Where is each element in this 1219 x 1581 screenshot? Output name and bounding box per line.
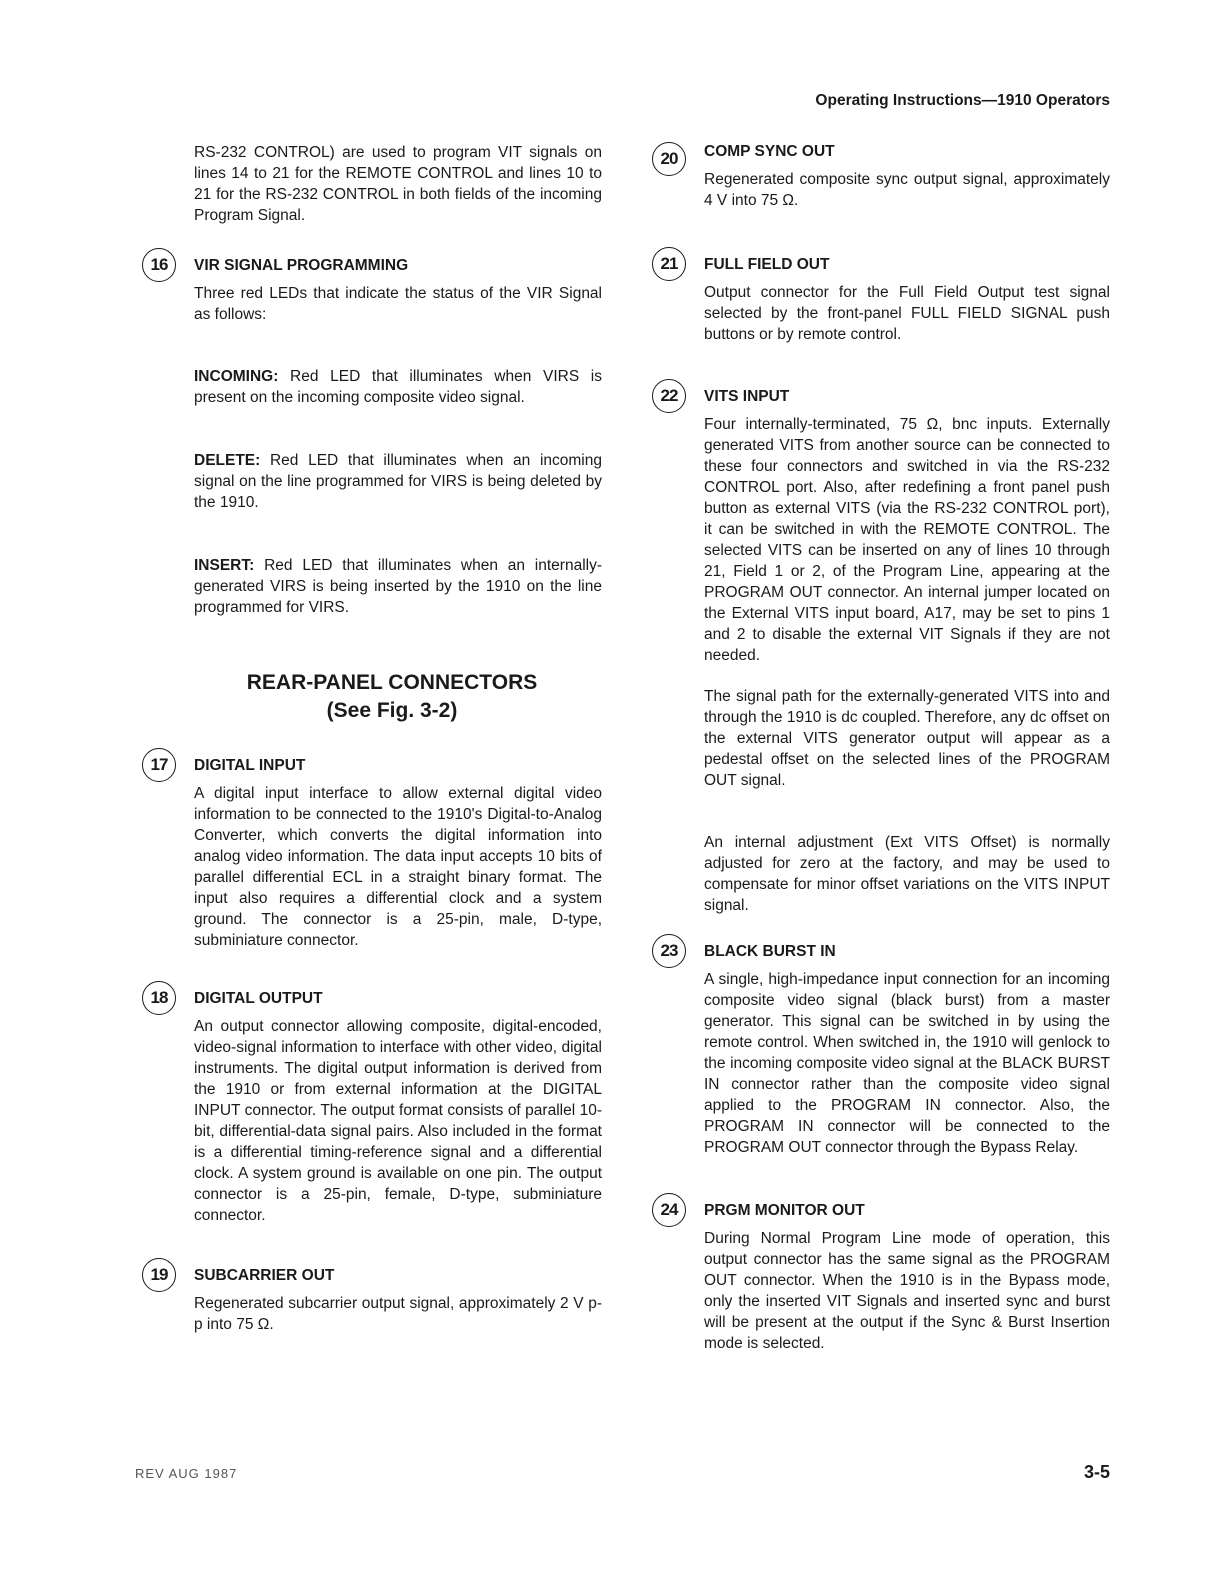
item-19 <box>142 1266 602 1335</box>
right-column <box>652 142 1110 1354</box>
intro-paragraph: RS-232 CONTROL) are used to program VIT signals on lines 14 to 21 for the REMOTE CONTROL and lines 10 to 21 for the RS-232 CONTROL in both fields of the incoming Program Signal. <box>194 144 602 224</box>
item-16 <box>142 256 602 325</box>
running-header: Operating Instructions—1910 Operators <box>815 92 1110 109</box>
item-number-badge: 18 <box>142 981 176 1015</box>
item-title: DIGITAL OUTPUT <box>194 990 323 1007</box>
insert-label: INSERT: <box>194 557 255 574</box>
section-subtitle: (See Fig. 3-2) <box>326 699 458 722</box>
insert-text: Red LED that illuminates when an internally-generated VIRS is being inserted by the 1910 on the line programmed for VIRS. <box>194 557 602 616</box>
item-22 <box>652 387 1110 666</box>
item-body: Four internally-terminated, 75 Ω, bnc inputs. Externally generated VITS from another source can be connected to these four connectors and switched in via the RS-232 CONTROL port. Also, after redefining a front panel push button as external VITS (via the RS-232 CONTROL port), it can be switched in with the REMOTE CONTROL. The selected VITS can be inserted on any of lines 10 through 21, Field 1 or 2, of the Program Line, appearing at the PROGRAM OUT connector. An internal jumper located on the External VITS input board, A17, may be set to pins 1 and 2 to disable the external VIT Signals if they are not needed. <box>704 416 1110 664</box>
item-18 <box>142 989 602 1226</box>
item-23 <box>652 942 1110 1158</box>
item-title: VITS INPUT <box>704 388 790 405</box>
item-body: Three red LEDs that indicate the status of the VIR Signal as follows: <box>194 285 602 323</box>
item-body: A digital input interface to allow external digital video information to be connected to the 1910's Digital-to-Analog Converter, which converts the digital information into analog video information. The data input accepts 10 bits of parallel differential ECL in a straight binary format. The input also requires a differential clock and a system ground. The connector is a 25-pin, male, D-type, subminiature connector. <box>194 785 602 949</box>
delete-text: Red LED that illuminates when an incoming signal on the line programmed for VIRS is being deleted by the 1910. <box>194 452 602 511</box>
item-20 <box>652 142 1110 211</box>
item-title: SUBCARRIER OUT <box>194 1267 335 1284</box>
item-21 <box>652 255 1110 345</box>
item-body: Regenerated composite sync output signal, approximately 4 V into 75 Ω. <box>704 171 1110 209</box>
revision-date: REV AUG 1987 <box>135 1466 238 1481</box>
item-title: FULL FIELD OUT <box>704 256 830 273</box>
item-body: A single, high-impedance input connection for an incoming composite video signal (black burst) from a master generator. This signal can be switched in by using the remote control. When switched in, the 1910 will genlock to the incoming composite video signal at the BLACK BURST IN connector rather than the composite video signal applied to the PROGRAM IN connector. Also, the PROGRAM IN connector will be connected to the PROGRAM OUT connector through the Bypass Relay. <box>704 971 1110 1156</box>
item-body: Regenerated subcarrier output signal, approximately 2 V p-p into 75 Ω. <box>194 1295 602 1333</box>
left-column <box>142 142 602 1335</box>
delete-label: DELETE: <box>194 452 261 469</box>
item-24 <box>652 1201 1110 1354</box>
item-title: BLACK BURST IN <box>704 943 836 960</box>
item-number-badge: 21 <box>652 247 686 281</box>
section-title: REAR-PANEL CONNECTORS <box>246 671 538 694</box>
item-17 <box>142 756 602 951</box>
delete-paragraph <box>194 450 602 513</box>
item-number-badge: 22 <box>652 379 686 413</box>
item-number-badge: 19 <box>142 1258 176 1292</box>
item-title: COMP SYNC OUT <box>704 143 835 160</box>
item-body: Output connector for the Full Field Output test signal selected by the front-panel FULL FIELD SIGNAL push buttons or by remote control. <box>704 284 1110 343</box>
item-number-badge: 20 <box>652 142 686 176</box>
item-number-badge: 17 <box>142 748 176 782</box>
vits-dc-paragraph: The signal path for the externally-generated VITS into and through the 1910 is dc coupled. Therefore, any dc offset on the external VITS generator output will appear as a pedestal offset on the selected lines of the PROGRAM OUT signal. <box>704 688 1110 789</box>
page-number: 3-5 <box>1083 1462 1110 1482</box>
item-body: An output connector allowing composite, digital-encoded, video-signal information to interface with other video, digital instruments. The digital output information is derived from the 1910 or from external information at the DIGITAL INPUT connector. The output format consists of parallel 10-bit, differential-data signal pairs. Also included in the format is a differential timing-reference signal and a differential clock. A system ground is available on one pin. The output connector is a 25-pin, female, D-type, subminiature connector. <box>194 1018 602 1224</box>
section-heading <box>142 669 602 725</box>
incoming-label: INCOMING: <box>194 368 279 385</box>
insert-paragraph <box>194 555 602 618</box>
item-title: DIGITAL INPUT <box>194 757 306 774</box>
item-title: PRGM MONITOR OUT <box>704 1202 865 1219</box>
vits-offset-paragraph: An internal adjustment (Ext VITS Offset) is normally adjusted for zero at the factory, and may be used to compensate for minor offset variations on the VITS INPUT signal. <box>704 834 1110 914</box>
item-number-badge: 24 <box>652 1193 686 1227</box>
item-title: VIR SIGNAL PROGRAMMING <box>194 257 409 274</box>
item-body: During Normal Program Line mode of operation, this output connector has the same signal as the PROGRAM OUT connector. When the 1910 is in the Bypass mode, only the inserted VIT Signals and inserted sync and burst will be present at the output if the Sync & Burst Insertion mode is selected. <box>704 1230 1110 1352</box>
incoming-text: Red LED that illuminates when VIRS is present on the incoming composite video signal. <box>194 368 602 406</box>
item-number-badge: 16 <box>142 248 176 282</box>
item-number-badge: 23 <box>652 934 686 968</box>
incoming-paragraph <box>194 366 602 408</box>
